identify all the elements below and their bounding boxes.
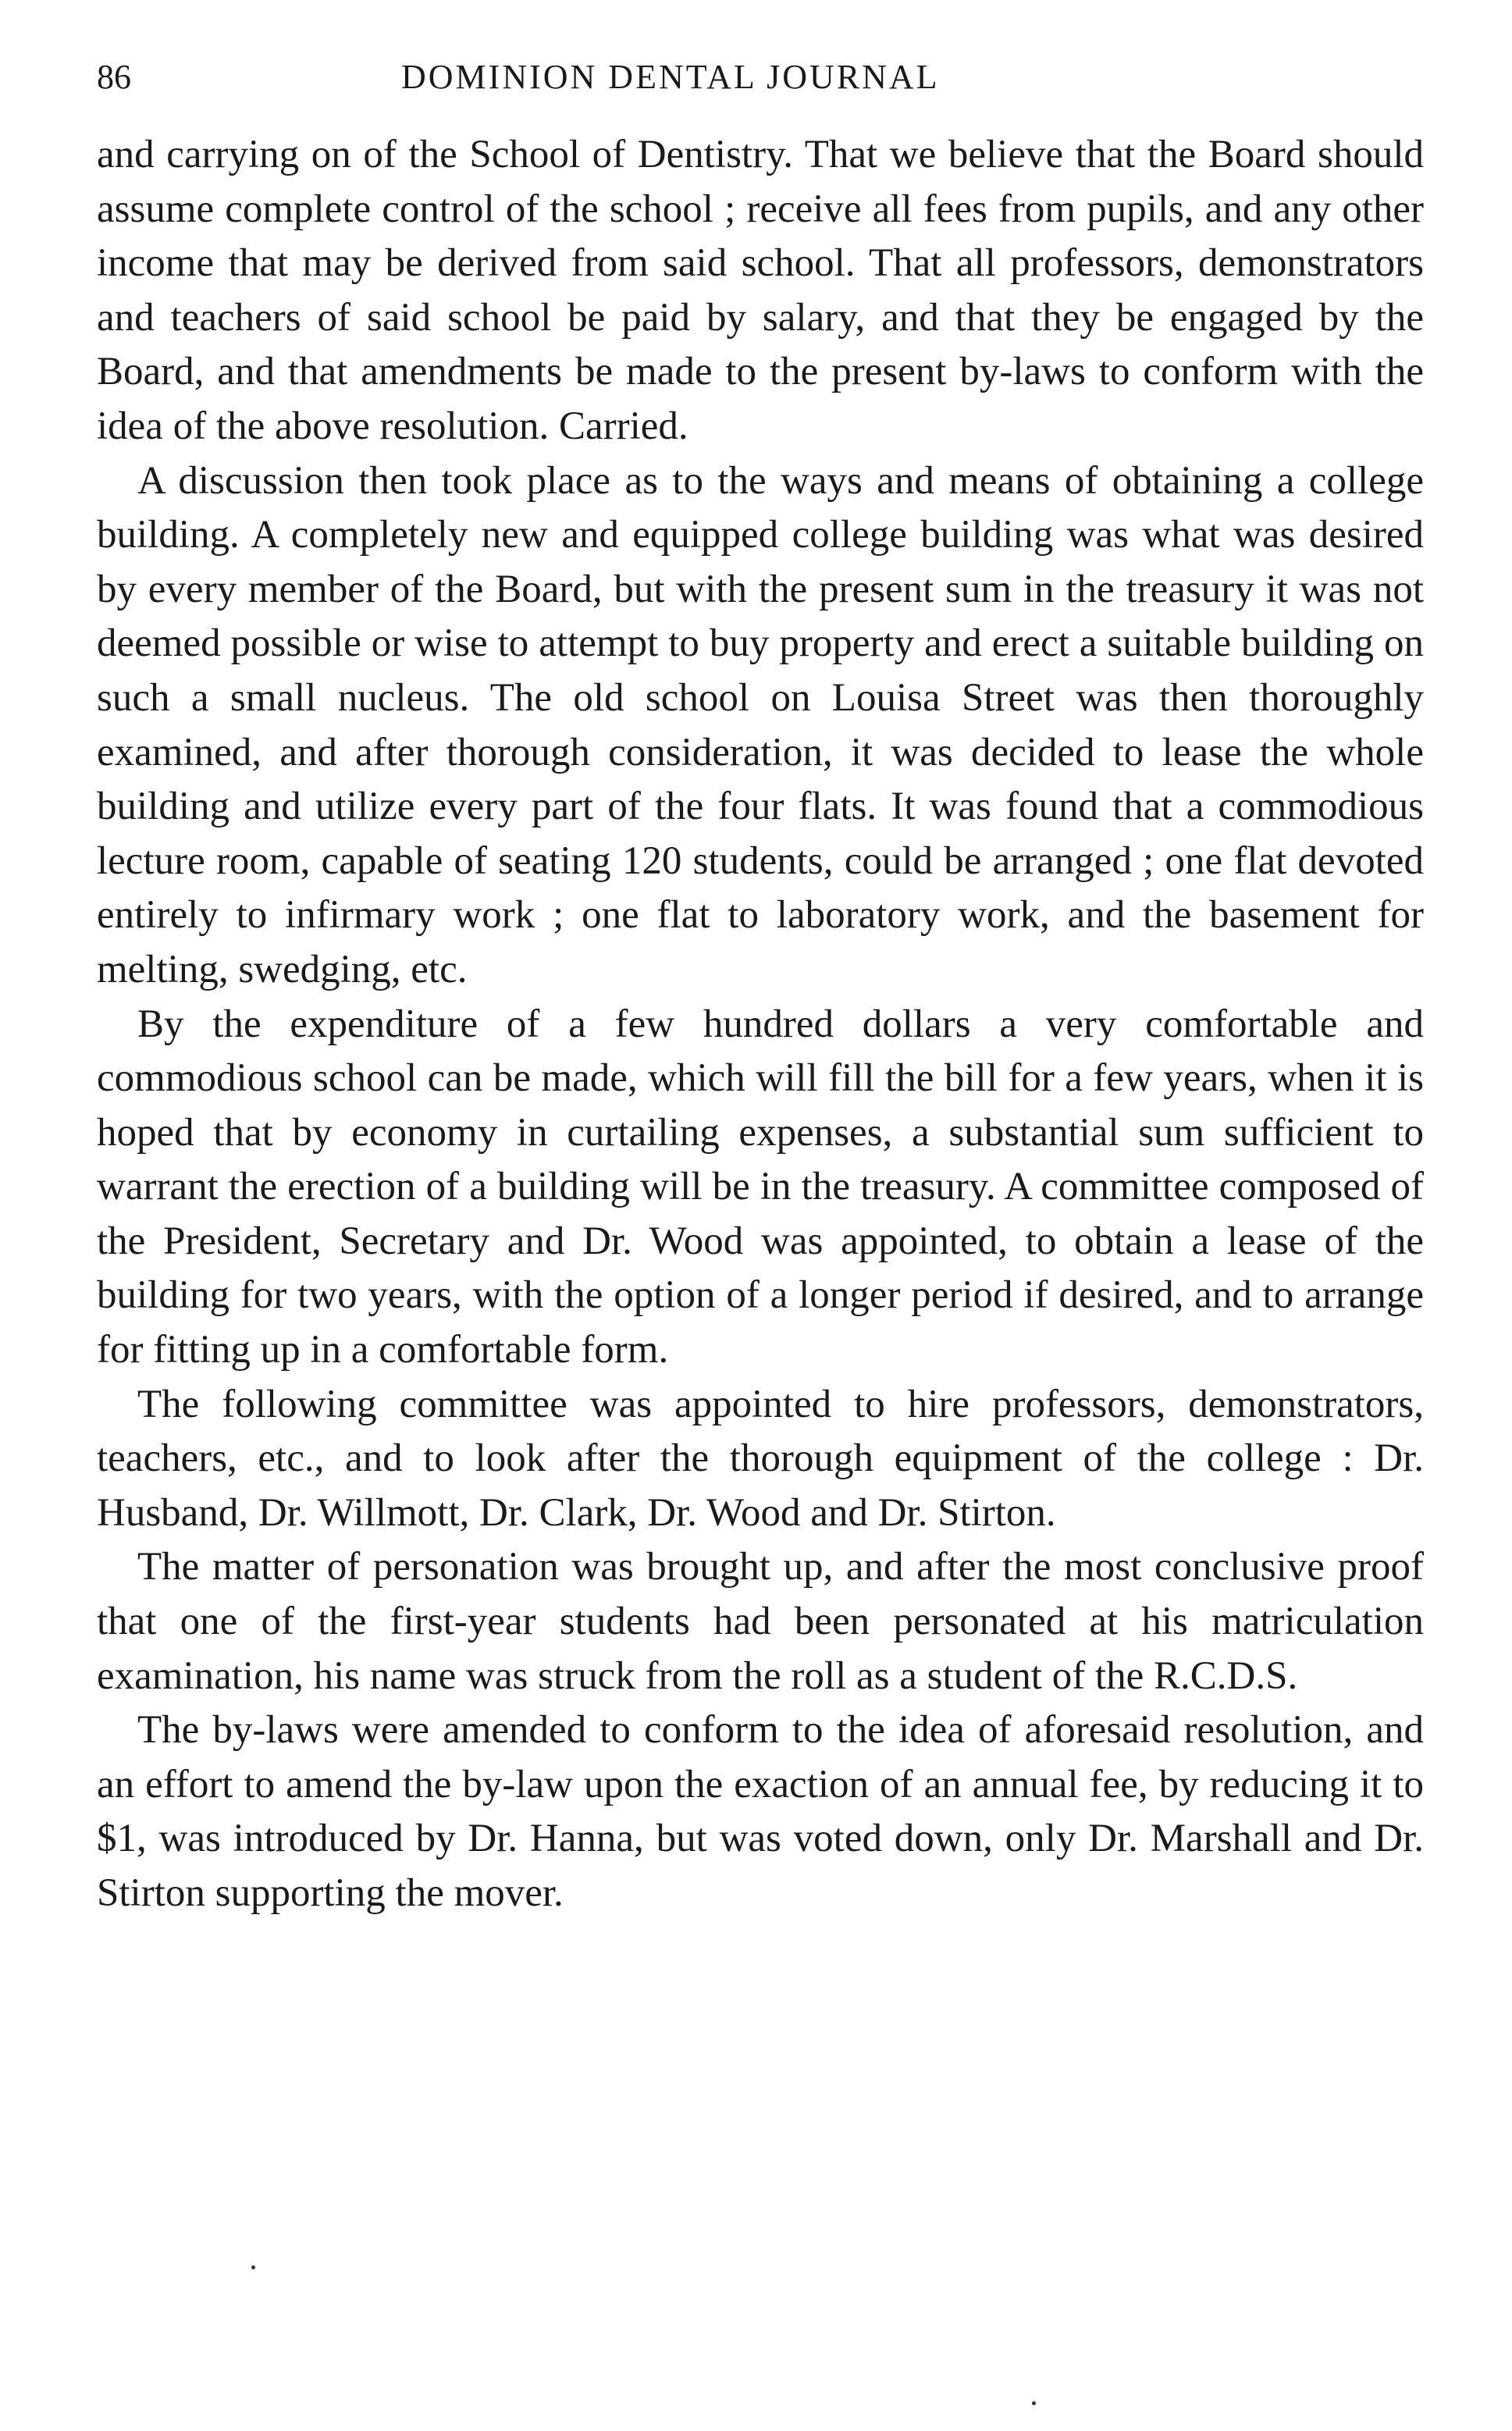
journal-page (97, 50, 1424, 1921)
journal-title: DOMINION DENTAL JOURNAL (401, 58, 940, 96)
print-speck (251, 2265, 255, 2269)
paragraph-committee: The following committee was appointed to hire professors, demonstrators, teachers, etc., and to look after the thorough equipment of the college : Dr. Husband, Dr. Willmott, Dr. Clark, Dr. Wood and Dr. Stirton. (97, 1382, 1424, 1535)
print-speck (1032, 2401, 1036, 2405)
paragraph-expenditure: By the expenditure of a few hundred dollars a very comfortable and commodious school can be made, which will fill the bill for a few years, when it is hoped that by economy in curtailing expenses, a substantial sum sufficient to warrant the erection of a building will be in the treasury. A committee composed of the President, Secretary and Dr. Wood was appointed, to obtain a lease of the building for two years, with the option of a longer period if desired, and to arrange for fitting up in a comfortable form. (97, 1002, 1424, 1372)
running-head (97, 50, 1424, 105)
article-body (97, 128, 1424, 1921)
paragraph-college-building: A discussion then took place as to the ways and means of obtaining a college building. A completely new and equipped college building was what was desired by every member of the Board, but with the present sum in the treasury it was not deemed possible or wise to attempt to buy property and erect a suitable building on such a small nucleus. The old school on Louisa Street was then thoroughly examined, and after thorough consideration, it was decided to lease the whole building and utilize every part of the four flats. It was found that a commodious lecture room, capable of seating 120 students, could be arranged ; one flat devoted entirely to infirmary work ; one flat to laboratory work, and the basement for melting, swedging, etc. (97, 458, 1424, 991)
page-number: 86 (97, 58, 131, 96)
paragraph-by-laws: The by-laws were amended to conform to the idea of aforesaid resolution, and an effort to amend the by-law upon the exaction of an annual fee, by reducing it to $1, was introduced by Dr. Hanna, but was voted down, only Dr. Marshall and Dr. Stirton supporting the mover. (97, 1708, 1424, 1915)
paragraph-resolution: and carrying on of the School of Dentistry. That we believe that the Board should assume complete control of the school ; receive all fees from pupils, and any other income that may be derived from said school. That all professors, demonstrators and teachers of said school be paid by salary, and that they be engaged by the Board, and that amendments be made to the present by-laws to conform with the idea of the above resolution. Carried. (97, 133, 1424, 448)
paragraph-personation: The matter of personation was brought up, and after the most conclusive proof that one of the first-year students had been personated at his matriculation examination, his name was struck from the roll as a student of the R.C.D.S. (97, 1545, 1424, 1698)
